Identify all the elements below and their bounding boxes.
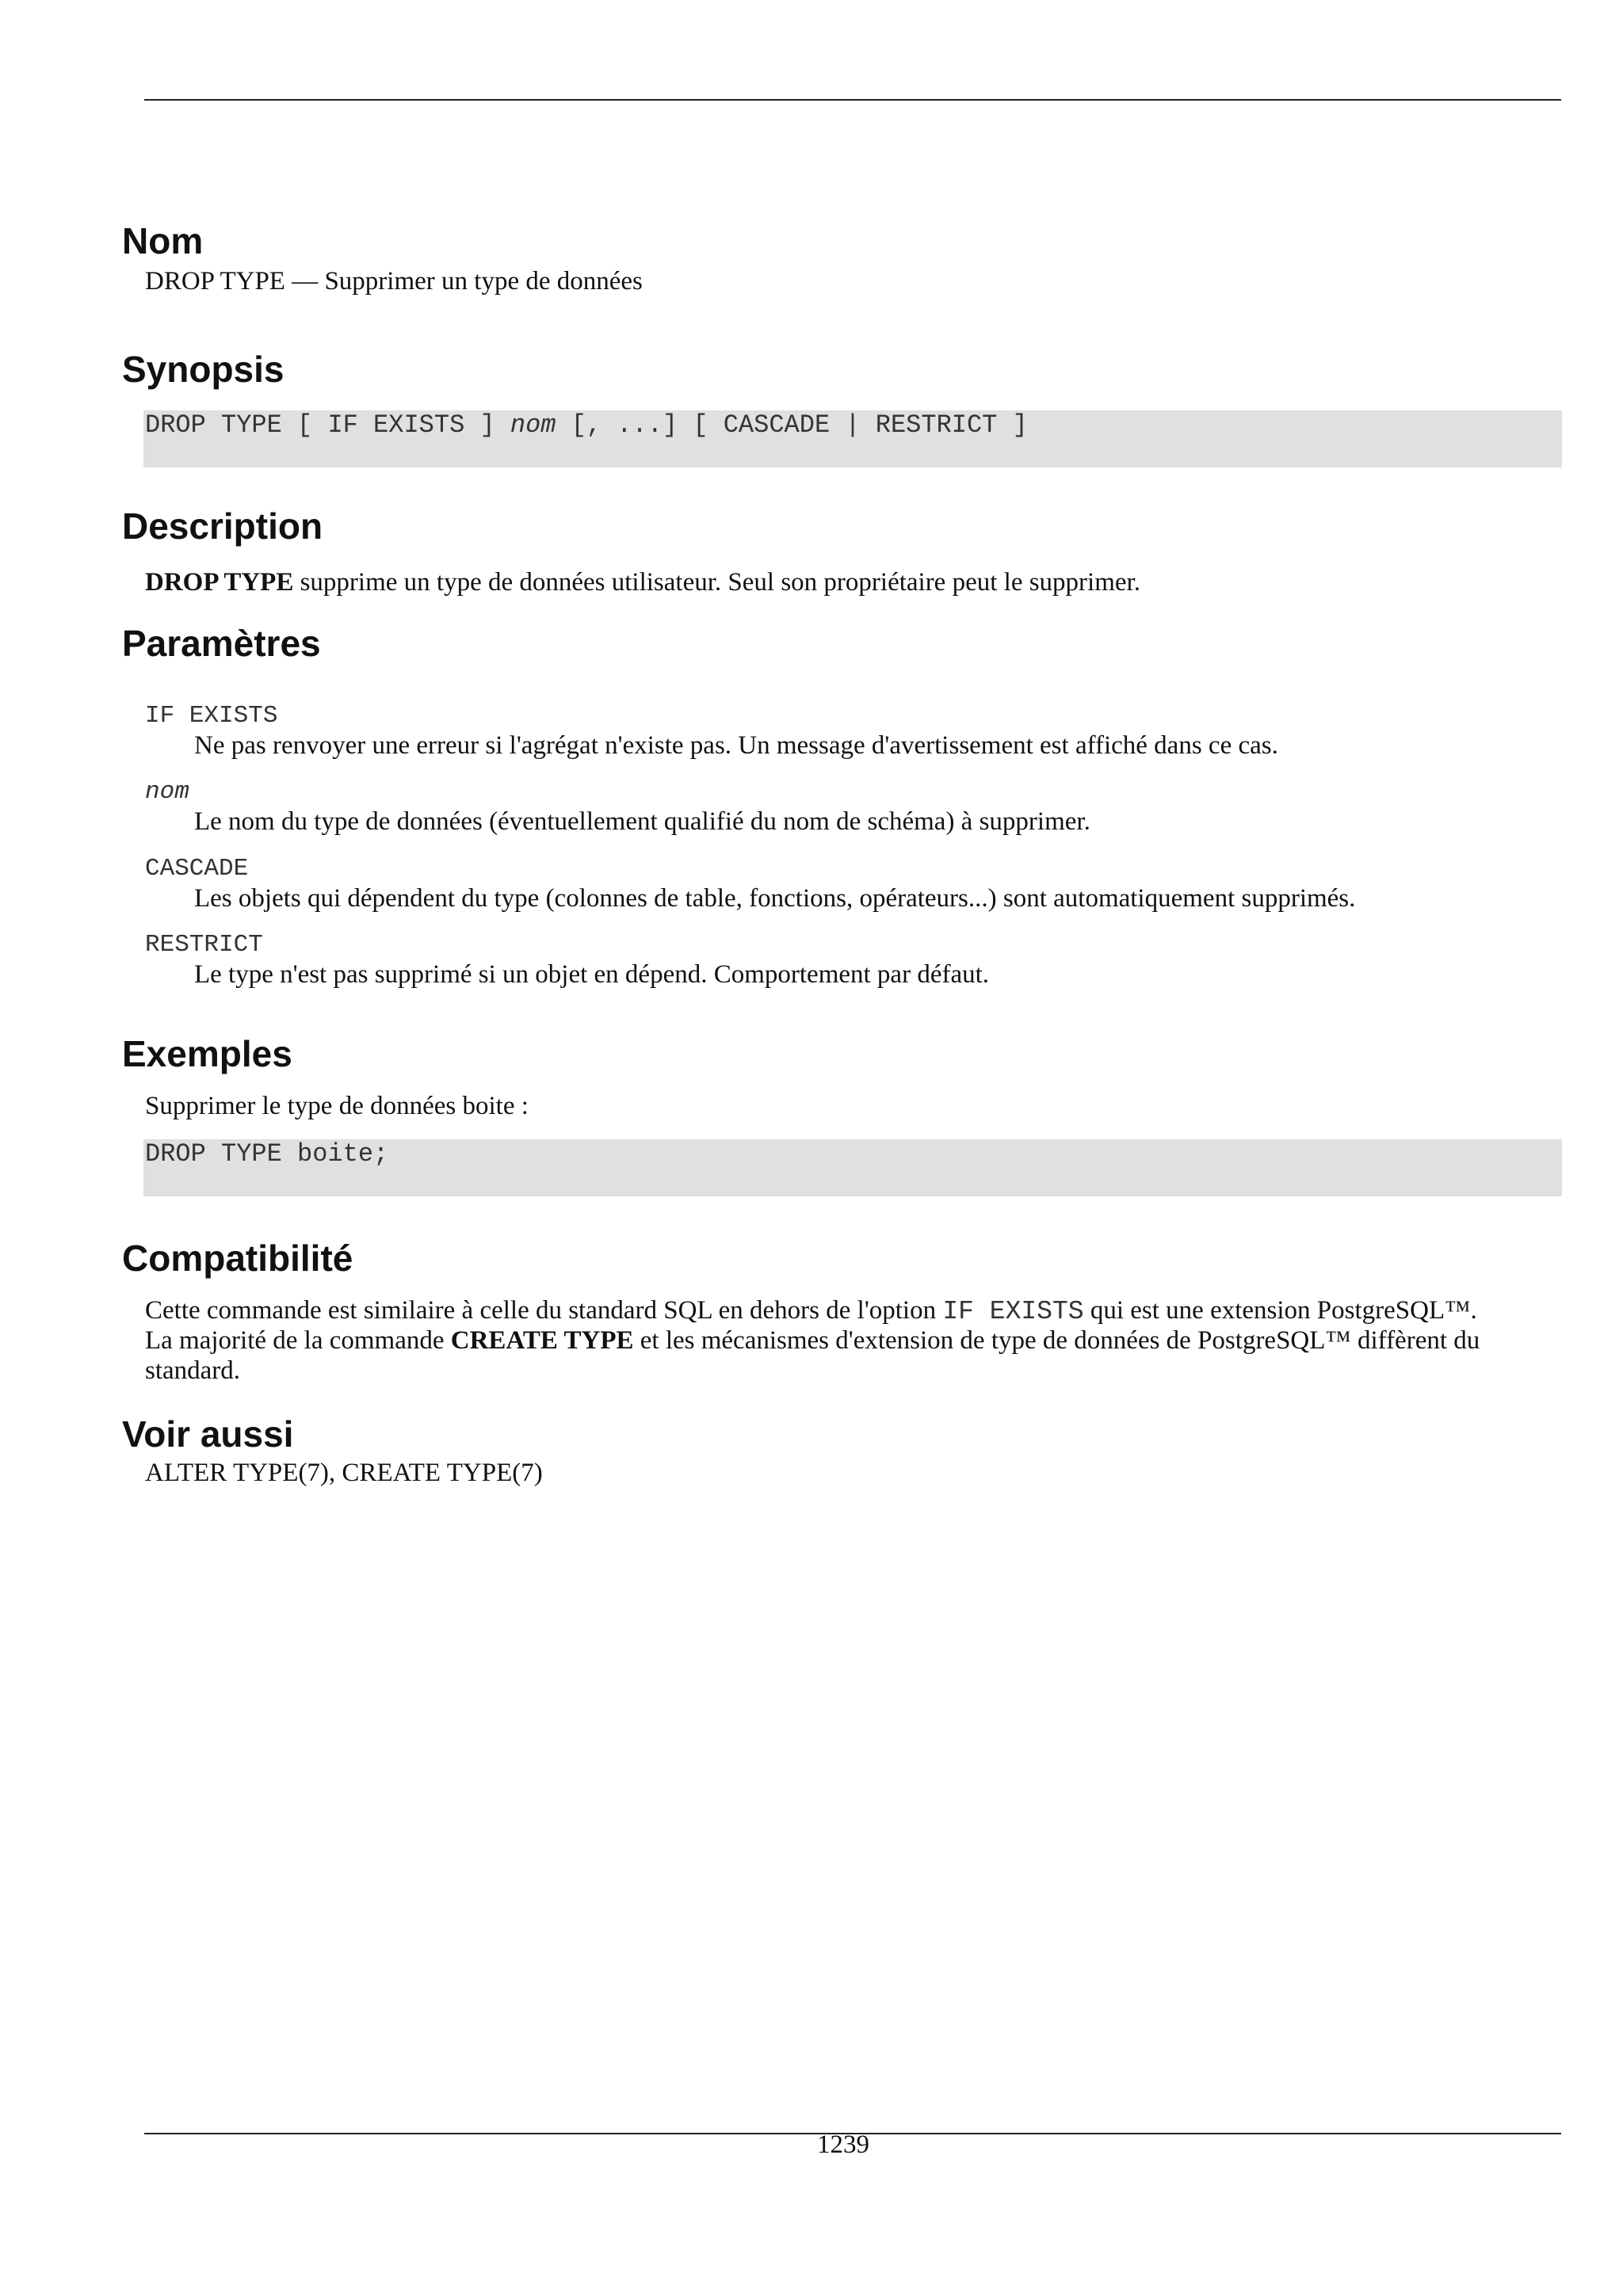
page-number: 1239 xyxy=(817,2130,869,2159)
description-body: supprime un type de données utilisateur. Seul son propriétaire peut le supprimer. xyxy=(293,568,1140,597)
heading-synopsis: Synopsis xyxy=(122,349,285,390)
param-term-if-exists: IF EXISTS xyxy=(145,702,278,730)
synopsis-code-a: DROP TYPE [ IF EXISTS ] xyxy=(145,410,510,440)
param-term-restrict: RESTRICT xyxy=(145,931,263,959)
heading-description: Description xyxy=(122,505,323,547)
heading-nom: Nom xyxy=(122,220,204,261)
description-text xyxy=(145,567,1140,597)
param-term-cascade: CASCADE xyxy=(145,855,249,883)
compat-line-2-b: et les mécanismes d'extension de type de données de PostgreSQL™ diffèrent du xyxy=(633,1326,1480,1355)
nom-text: DROP TYPE — Supprimer un type de données xyxy=(145,267,643,296)
heading-parametres: Paramètres xyxy=(122,623,321,664)
synopsis-code-block xyxy=(143,410,1562,467)
param-def-nom: Le nom du type de données (éventuellement qualifié du nom de schéma) à supprimer. xyxy=(194,807,1090,836)
synopsis-code-param: nom xyxy=(510,410,556,440)
compat-line-2 xyxy=(145,1325,1480,1356)
voir-aussi-text: ALTER TYPE(7), CREATE TYPE(7) xyxy=(145,1459,543,1487)
compat-line-1-b: qui est une extension PostgreSQL™. xyxy=(1083,1296,1477,1325)
exemples-code-block: DROP TYPE boite; xyxy=(143,1139,1562,1196)
param-def-cascade: Les objets qui dépendent du type (colonnes de table, fonctions, opérateurs...) sont automatiquement supprimés. xyxy=(194,884,1356,913)
compat-line-1-code: IF EXISTS xyxy=(942,1297,1084,1326)
compat-line-1 xyxy=(145,1295,1477,1327)
header-rule xyxy=(144,99,1561,101)
heading-voir-aussi: Voir aussi xyxy=(122,1413,294,1455)
description-command: DROP TYPE xyxy=(145,568,294,597)
synopsis-code-b: [, ...] [ CASCADE | RESTRICT ] xyxy=(556,410,1028,440)
compat-line-2-bold: CREATE TYPE xyxy=(450,1326,634,1355)
compat-line-3: standard. xyxy=(145,1356,241,1385)
compat-line-2-a: La majorité de la commande xyxy=(145,1326,451,1355)
compat-line-1-a: Cette commande est similaire à celle du standard SQL en dehors de l'option xyxy=(145,1296,943,1325)
param-def-restrict: Le type n'est pas supprimé si un objet en dépend. Comportement par défaut. xyxy=(194,960,990,989)
heading-compatibilite: Compatibilité xyxy=(122,1238,353,1279)
heading-exemples: Exemples xyxy=(122,1033,292,1074)
param-def-if-exists: Ne pas renvoyer une erreur si l'agrégat n'existe pas. Un message d'avertissement est affiché dans ce cas. xyxy=(194,731,1278,760)
param-term-nom: nom xyxy=(145,778,189,806)
exemples-intro: Supprimer le type de données boite : xyxy=(145,1092,529,1120)
